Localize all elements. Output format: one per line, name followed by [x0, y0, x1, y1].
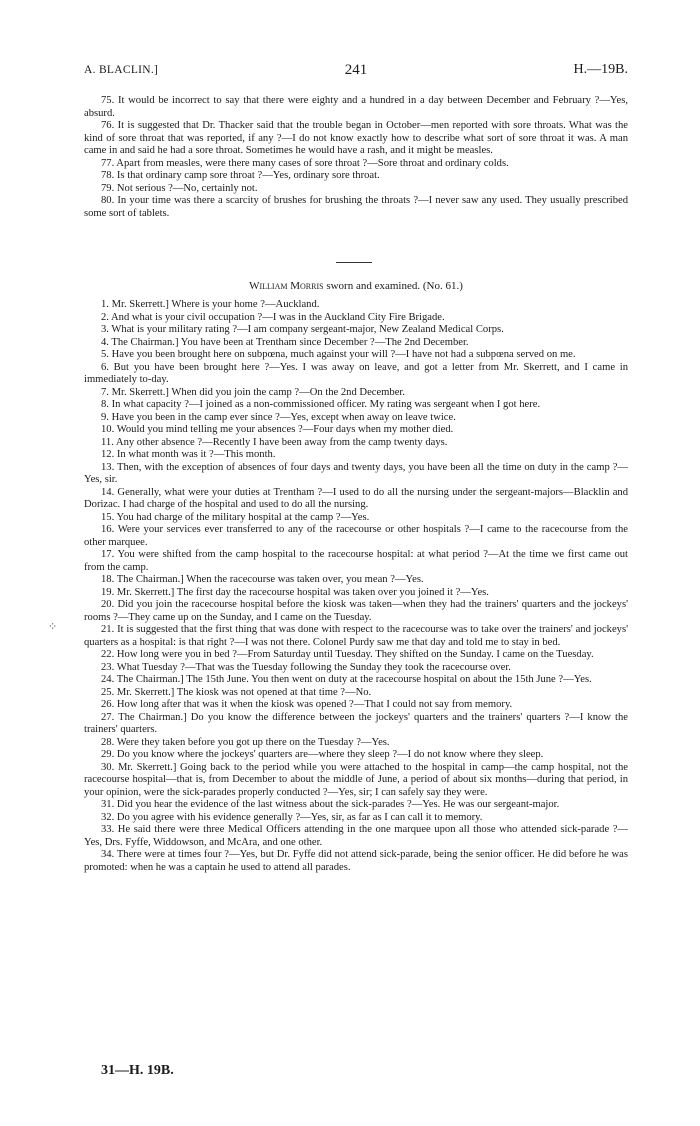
witness-name: William Morris	[249, 280, 324, 292]
margin-mark: ⁘	[48, 621, 58, 633]
header-witness-name: A. BLACLIN.]	[84, 64, 159, 76]
previous-witness-questions	[84, 95, 628, 220]
question-paragraph: 23. What Tuesday ?—That was the Tuesday following the Sunday they took the racecourse over.	[101, 661, 511, 673]
question-paragraph: 13. Then, with the exception of absences of four days and twenty days, you have been all the time on duty in the camp ?—Yes, sir.	[84, 461, 628, 485]
question-paragraph: 9. Have you been in the camp ever since ?—Yes, except when away on leave twice.	[101, 411, 456, 423]
question-paragraph: 31. Did you hear the evidence of the last witness about the sick-parades ?—Yes. He was our sergeant-major.	[101, 799, 560, 810]
question-paragraph: 4. The Chairman.] You have been at Trentham since December ?—The 2nd December.	[101, 336, 469, 348]
question-paragraph: 34. There were at times four ?—Yes, but Dr. Fyffe did not attend sick-parade, being the senior officer. He did before he was promoted: when he was a captain he used to attend all parades.	[84, 849, 628, 873]
question-paragraph: 80. In your time was there a scarcity of brushes for brushing the throats ?—I never saw any used. They usually prescribed some sort of tablets.	[84, 195, 628, 219]
question-paragraph: 75. It would be incorrect to say that there were eighty and a hundred in a day between December and February ?—Yes, absurd.	[84, 95, 628, 119]
document-reference: H.—19B.	[573, 62, 628, 77]
question-paragraph: 10. Would you mind telling me your absences ?—Four days when my mother died.	[101, 424, 454, 435]
question-paragraph: 16. Were your services ever transferred to any of the racecourse or other hospitals ?—I came to the racecourse from the other marquee.	[84, 524, 628, 548]
question-paragraph: 22. How long were you in bed ?—From Saturday until Tuesday. They shifted on the Sunday. I came on the Tuesday.	[101, 649, 594, 660]
question-paragraph: 79. Not serious ?—No, certainly not.	[101, 182, 258, 194]
question-paragraph: 11. Any other absence ?—Recently I have been away from the camp twenty days.	[101, 436, 448, 448]
question-paragraph: 15. You had charge of the military hospital at the camp ?—Yes.	[101, 511, 370, 523]
question-paragraph: 28. Were they taken before you got up there on the Tuesday ?—Yes.	[101, 736, 390, 748]
question-paragraph: 25. Mr. Skerrett.] The kiosk was not opened at that time ?—No.	[101, 686, 372, 698]
question-paragraph: 32. Do you agree with his evidence generally ?—Yes, sir, as far as I can call it to memory.	[101, 811, 483, 823]
question-paragraph: 29. Do you know where the jockeys' quarters are—where they sleep ?—I do not know where they sleep.	[101, 749, 544, 760]
question-paragraph: 8. In what capacity ?—I joined as a non-commissioned officer. My rating was sergeant when I got here.	[101, 399, 541, 410]
question-paragraph: 5. Have you been brought here on subpœna, much against your will ?—I have not had a subpœna served on me.	[101, 349, 576, 360]
signature-line: 31—H. 19B.	[101, 1063, 174, 1078]
page-number: 241	[344, 62, 368, 78]
question-paragraph: 26. How long after that was it when the kiosk was opened ?—That I could not say from memory.	[101, 699, 513, 710]
question-paragraph: 33. He said there were three Medical Officers attending in the one marquee upon all those who attended sick-parade ?—Yes, Drs. Fyffe, Widdowson, and McAra, and one other.	[84, 824, 628, 848]
question-paragraph: 18. The Chairman.] When the racecourse was taken over, you mean ?—Yes.	[101, 574, 424, 585]
question-paragraph: 24. The Chairman.] The 15th June. You then went on duty at the racecourse hospital on about the 15th June ?—Yes.	[101, 674, 592, 685]
question-paragraph: 17. You were shifted from the camp hospital to the racecourse hospital: at what period ?—At the time we first came out from the camp.	[84, 549, 628, 573]
question-paragraph: 12. In what month was it ?—This month.	[101, 449, 276, 460]
question-paragraph: 1. Mr. Skerrett.] Where is your home ?—Auckland.	[101, 299, 320, 310]
witness-examination	[84, 299, 628, 874]
question-paragraph: 78. Is that ordinary camp sore throat ?—Yes, ordinary sore throat.	[101, 170, 380, 181]
section-divider	[336, 262, 372, 263]
question-paragraph: 76. It is suggested that Dr. Thacker said that the trouble began in October—men reported with sore throats. What was the kind of sore throat that was reported, if any ?—I do not know exactly how to describe what sort of sore throat it was. A man came in and said he had a sore throat. Sometimes he would have a rash, and it might be measles.	[84, 120, 628, 156]
page-header	[84, 62, 628, 82]
question-paragraph: 3. What is your military rating ?—I am company sergeant-major, New Zealand Medical Corps.	[101, 324, 504, 335]
question-paragraph: 21. It is suggested that the first thing that was done with respect to the racecourse was to take over the trainers' and jockeys' quarters as a hospital: is that right ?—I was not there. Colonel Purdy saw me that day and told me to stay in bed.	[84, 624, 628, 648]
witness-heading-rest: sworn and examined. (No. 61.)	[323, 280, 463, 292]
question-paragraph: 20. Did you join the racecourse hospital before the kiosk was taken—when they had the trainers' quarters and the jockeys' rooms ?—They came up on the Sunday, and I came on the Tuesday.	[84, 599, 628, 623]
question-paragraph: 30. Mr. Skerrett.] Going back to the period while you were attached to the hospital in camp—the camp hospital, not the racecourse hospital—that is, from December to about the middle of June, a period of about six months—during that period, in your opinion, were the sick-parades properly conducted ?—Yes, sir; I can safely say they were.	[84, 761, 628, 798]
question-paragraph: 77. Apart from measles, were there many cases of sore throat ?—Sore throat and ordinary colds.	[101, 157, 509, 169]
question-paragraph: 7. Mr. Skerrett.] When did you join the camp ?—On the 2nd December.	[101, 386, 406, 398]
question-paragraph: 6. But you have been brought here ?—Yes. I was away on leave, and got a letter from Mr. Skerrett, and I came in immediately to-day.	[84, 361, 628, 385]
question-paragraph: 27. The Chairman.] Do you know the difference between the jockeys' quarters and the trainers' quarters ?—I know the trainers' quarters.	[84, 711, 628, 735]
question-paragraph: 19. Mr. Skerrett.] The first day the racecourse hospital was taken over you joined it ?—Yes.	[101, 586, 489, 598]
question-paragraph: 2. And what is your civil occupation ?—I was in the Auckland City Fire Brigade.	[101, 311, 445, 323]
witness-heading	[84, 280, 628, 292]
question-paragraph: 14. Generally, what were your duties at Trentham ?—I used to do all the nursing under the sergeant-majors—Blacklin and Dorizac. I had charge of the hospital and used to do all the nursing.	[84, 486, 628, 510]
